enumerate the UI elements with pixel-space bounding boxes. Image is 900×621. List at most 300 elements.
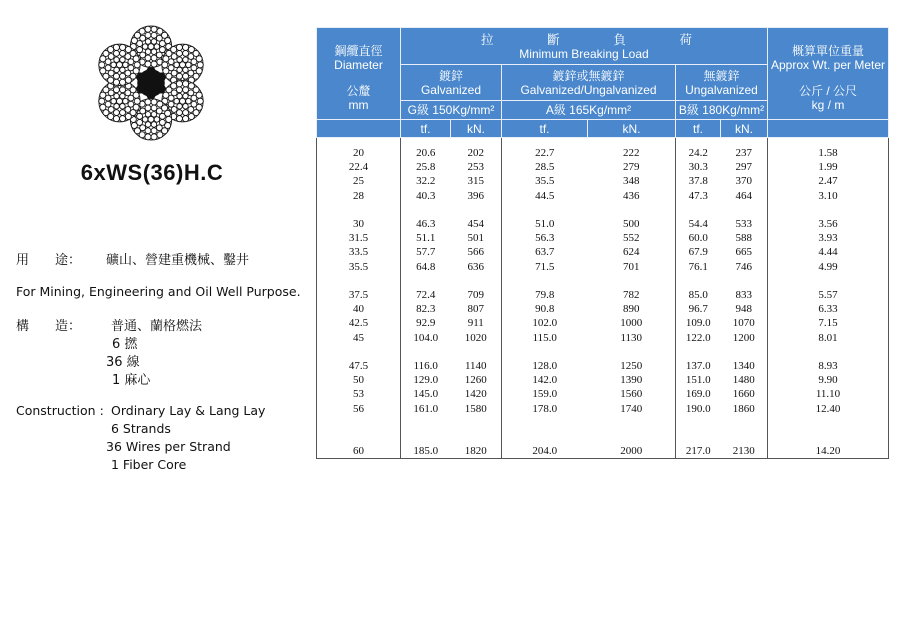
unit-a-tf: tf.	[502, 120, 588, 138]
table-cell: 1560	[620, 388, 643, 401]
table-cell: 51.1	[416, 232, 436, 245]
table-cell: 12.40	[815, 402, 841, 415]
table-cell: 37.5	[348, 289, 369, 301]
table-cell: 25.8	[416, 161, 436, 174]
grade-g: G級 150Kg/mm²	[401, 101, 502, 120]
table-cell: 57.7	[416, 246, 436, 259]
table-cell: 42.5	[348, 317, 369, 330]
table-cell: 30	[353, 218, 364, 230]
unit-b-tf: tf.	[676, 120, 721, 138]
table-cell: 56.3	[535, 232, 555, 245]
table-cell: 104.0	[413, 331, 439, 344]
table-cell: 96.7	[688, 303, 708, 316]
table-cell: 464	[735, 189, 752, 202]
table-cell: 54.4	[688, 218, 708, 230]
group-spacer	[502, 345, 588, 359]
grade-b: B級 180Kg/mm²	[676, 101, 768, 120]
wire	[145, 99, 151, 105]
table-cell: 92.9	[416, 317, 436, 330]
table-cell: 807	[467, 303, 484, 316]
group-spacer	[676, 416, 721, 430]
construction-line-zh: 6 撚	[112, 337, 138, 352]
table-cell: 79.8	[535, 289, 555, 301]
wire	[162, 62, 168, 68]
table-cell: 782	[623, 289, 640, 301]
mixed-header-en: Galvanized/Ungalvanized	[520, 82, 657, 97]
table-cell: 20.6	[416, 147, 436, 159]
galvanized-header-zh: 鍍鋅	[438, 68, 463, 83]
wire	[154, 117, 160, 123]
table-cell: 1660	[732, 388, 755, 401]
table-cell: 151.0	[685, 374, 711, 387]
wire	[123, 98, 129, 104]
wire	[145, 122, 151, 128]
group-spacer	[317, 203, 400, 217]
group-spacer	[317, 430, 400, 444]
construction-label-en: Construction :	[16, 403, 104, 418]
wire	[197, 62, 203, 68]
table-cell: 833	[735, 289, 752, 301]
wire	[139, 28, 145, 34]
wire	[186, 62, 192, 68]
table-cell: 8.93	[818, 360, 838, 372]
table-cell: 90.8	[535, 303, 555, 316]
wire	[151, 26, 157, 32]
wire	[120, 67, 126, 73]
table-cell: 237	[735, 147, 752, 159]
wire	[165, 38, 171, 44]
wire	[151, 122, 157, 128]
wire	[120, 44, 126, 50]
wire	[151, 61, 157, 67]
wire	[174, 98, 180, 104]
table-cell: 533	[735, 218, 752, 230]
table-cell: 1140	[464, 360, 487, 372]
table-cell: 28.5	[535, 161, 555, 174]
table-cell: 636	[467, 260, 484, 273]
table-cell: 161.0	[413, 402, 439, 415]
wire	[114, 67, 120, 73]
mixed-header-zh: 鍍鋅或無鍍鋅	[552, 68, 625, 83]
fiber-core	[137, 69, 165, 97]
wire	[145, 112, 151, 118]
group-spacer	[317, 274, 400, 288]
wire	[151, 134, 157, 140]
table-cell: 701	[623, 260, 640, 273]
wire	[100, 104, 106, 110]
group-spacer	[451, 274, 502, 288]
table-cell: 1.99	[818, 161, 838, 174]
col-a-kn	[588, 138, 676, 459]
wire	[183, 104, 189, 110]
wire	[113, 44, 119, 50]
wire	[120, 79, 126, 85]
wire	[183, 73, 189, 79]
wire	[176, 81, 182, 87]
table-cell: 1130	[620, 331, 643, 344]
wire	[183, 93, 189, 99]
wire	[177, 87, 183, 93]
wire	[183, 110, 189, 116]
wire-rope-cross-section-icon	[92, 24, 210, 142]
wire	[120, 93, 126, 99]
table-cell: 35.5	[535, 175, 555, 188]
weight-unit-zh: 公斤 / 公尺	[798, 84, 857, 98]
wire	[145, 61, 151, 67]
group-spacer	[721, 203, 768, 217]
wire	[145, 49, 151, 55]
table-cell: 28	[353, 189, 364, 202]
wire	[177, 93, 183, 99]
table-cell: 396	[467, 189, 484, 202]
table-cell: 64.8	[416, 260, 436, 273]
table-cell: 11.10	[815, 388, 841, 401]
table-cell: 76.1	[688, 260, 708, 273]
group-spacer	[768, 203, 888, 217]
construction-label-zh: 構 造：	[16, 319, 82, 334]
wire	[183, 116, 189, 122]
table-cell: 1580	[464, 402, 487, 415]
table-cell: 204.0	[532, 445, 558, 458]
construction-line-zh: 普通、蘭格燃法	[111, 319, 203, 334]
wire	[120, 116, 126, 122]
table-cell: 1260	[464, 374, 487, 387]
table-cell: 3.10	[818, 189, 838, 202]
table-cell: 32.2	[416, 175, 436, 188]
group-spacer	[768, 416, 888, 430]
diameter-header-en: Diameter	[334, 58, 383, 72]
group-spacer	[768, 430, 888, 444]
table-cell: 2000	[620, 445, 643, 458]
group-spacer	[317, 416, 400, 430]
weight-header-en: Approx Wt. per Meter	[770, 58, 886, 72]
table-cell: 217.0	[685, 445, 711, 458]
construction-line-en: 6 Strands	[111, 421, 171, 436]
table-cell: 109.0	[685, 317, 711, 330]
usage-label-zh: 用 途：	[16, 253, 82, 268]
wire	[151, 112, 157, 118]
table-cell: 2130	[732, 445, 755, 458]
ungalvanized-header	[676, 65, 768, 101]
wire	[145, 32, 151, 38]
table-cell: 297	[735, 161, 752, 174]
table-cell: 33.5	[348, 246, 369, 259]
unit-a-kn: kN.	[588, 120, 676, 138]
weight-unit-en: kg / m	[811, 98, 845, 112]
table-cell: 8.01	[818, 331, 838, 344]
wire	[154, 44, 160, 50]
table-cell: 22.4	[348, 161, 369, 174]
wire	[196, 56, 202, 62]
table-cell: 948	[735, 303, 752, 316]
table-cell: 142.0	[532, 374, 558, 387]
group-spacer	[768, 274, 888, 288]
wire	[131, 122, 137, 128]
construction-line-en: 36 Wires per Strand	[106, 439, 231, 454]
wire	[123, 62, 129, 68]
group-spacer	[451, 430, 502, 444]
group-spacer	[588, 345, 676, 359]
wire	[113, 50, 119, 56]
table-cell: 279	[623, 161, 640, 174]
table-cell: 1390	[620, 374, 643, 387]
diameter-unit-zh: 公釐	[346, 84, 371, 98]
diameter-unit-en: mm	[348, 98, 369, 112]
wire	[197, 98, 203, 104]
wire	[177, 50, 183, 56]
group-spacer	[721, 345, 768, 359]
wire	[151, 99, 157, 105]
wire	[183, 44, 189, 50]
unit-blank	[317, 120, 401, 138]
group-spacer	[502, 430, 588, 444]
wire	[145, 105, 151, 111]
wire	[145, 39, 151, 45]
table-cell: 7.15	[818, 317, 838, 330]
group-spacer	[401, 274, 451, 288]
table-cell: 1860	[732, 402, 755, 415]
wire	[114, 57, 120, 63]
table-cell: 122.0	[685, 331, 711, 344]
mbl-header-zh	[401, 33, 767, 47]
wire	[111, 98, 117, 104]
wire	[151, 39, 157, 45]
mixed-header	[502, 65, 676, 101]
group-spacer	[401, 203, 451, 217]
table-cell: 624	[623, 246, 640, 259]
wire	[133, 56, 139, 62]
table-cell: 145.0	[413, 388, 439, 401]
unit-b-kn: kN.	[721, 120, 768, 138]
col-g-tf	[401, 138, 451, 459]
wire	[177, 57, 183, 63]
table-cell: 1070	[732, 317, 755, 330]
wire	[142, 44, 148, 50]
table-cell: 72.4	[416, 289, 436, 301]
col-diameter	[317, 138, 401, 459]
grade-a: A級 165Kg/mm²	[502, 101, 676, 120]
wire	[166, 116, 172, 122]
wire	[113, 87, 119, 93]
group-spacer	[401, 416, 451, 430]
group-spacer	[721, 416, 768, 430]
wire	[145, 26, 151, 32]
col-g-kn	[451, 138, 502, 459]
table-cell: 115.0	[532, 331, 557, 344]
table-cell: 746	[735, 260, 752, 273]
table-cell: 222	[623, 147, 640, 159]
product-title: 6xWS(36)H.C	[80, 160, 224, 185]
mbl-char: 拉	[481, 33, 494, 47]
table-cell: 51.0	[535, 218, 555, 230]
unit-g-tf: tf.	[401, 120, 451, 138]
table-cell: 31.5	[348, 232, 369, 245]
table-cell: 56	[353, 402, 364, 415]
wire	[163, 68, 169, 74]
wire	[134, 62, 140, 68]
galvanized-header-en: Galvanized	[420, 82, 482, 97]
table-cell: 82.3	[416, 303, 436, 316]
wire	[134, 98, 140, 104]
table-cell: 454	[467, 218, 484, 230]
table-cell: 4.99	[818, 260, 838, 273]
table-cell: 190.0	[685, 402, 711, 415]
wire	[151, 128, 157, 134]
table-cell: 500	[623, 218, 640, 230]
construction-line-zh: 36 線	[106, 355, 140, 370]
group-spacer	[451, 203, 502, 217]
table-cell: 37.8	[688, 175, 708, 188]
mbl-char: 荷	[679, 33, 692, 47]
table-cell: 566	[467, 246, 484, 259]
table-cell: 2.47	[818, 175, 838, 188]
table-cell: 1000	[620, 317, 643, 330]
table-cell: 1250	[620, 360, 643, 372]
group-spacer	[401, 345, 451, 359]
table-cell: 315	[467, 175, 484, 188]
wire	[176, 116, 182, 122]
table-cell: 552	[623, 232, 640, 245]
construction-line-en: Ordinary Lay & Lang Lay	[111, 403, 266, 418]
usage-value-en: For Mining, Engineering and Oil Well Purpose.	[16, 284, 301, 299]
wire	[177, 67, 183, 73]
ungalvanized-header-en: Ungalvanized	[685, 82, 758, 97]
wire	[125, 113, 131, 119]
table-cell: 50	[353, 374, 364, 387]
table-cell: 45	[353, 331, 364, 344]
group-spacer	[401, 430, 451, 444]
usage-value-zh: 礦山、營建重機械、鑿井	[106, 253, 250, 268]
unit-g-kn: kN.	[451, 120, 502, 138]
table-cell: 47.3	[688, 189, 708, 202]
wire	[183, 81, 189, 87]
table-cell: 911	[467, 317, 484, 330]
wire	[171, 46, 177, 52]
table-cell: 53	[353, 388, 364, 401]
table-cell: 4.44	[818, 246, 838, 259]
table-cell: 348	[623, 175, 640, 188]
table-cell: 1200	[732, 331, 755, 344]
wire	[165, 110, 171, 116]
table-cell: 185.0	[413, 445, 439, 458]
wire	[114, 93, 120, 99]
table-cell: 30.3	[688, 161, 708, 174]
mbl-char: 負	[613, 33, 626, 47]
table-cell: 588	[735, 232, 752, 245]
group-spacer	[676, 203, 721, 217]
weight-header	[768, 28, 889, 120]
wire	[145, 134, 151, 140]
wire	[177, 104, 183, 110]
col-a-tf	[502, 138, 588, 459]
table-cell: 202	[467, 147, 484, 159]
group-spacer	[588, 274, 676, 288]
table-cell: 47.5	[348, 360, 369, 372]
table-cell: 102.0	[532, 317, 558, 330]
table-cell: 890	[623, 303, 640, 316]
table-cell: 1480	[732, 374, 755, 387]
wire	[113, 116, 119, 122]
construction-line-zh: 1 麻心	[112, 373, 151, 388]
table-cell: 1.58	[818, 147, 838, 159]
table-cell: 46.3	[416, 218, 436, 230]
table-cell: 436	[623, 189, 640, 202]
construction-zh	[16, 318, 202, 390]
table-cell: 1020	[464, 331, 487, 344]
wire	[171, 83, 177, 89]
table-cell: 63.7	[535, 246, 555, 259]
table-cell: 1820	[464, 445, 487, 458]
table-cell: 253	[467, 161, 484, 174]
table-cell: 60.0	[688, 232, 708, 245]
table-cell: 1740	[620, 402, 643, 415]
table-cell: 116.0	[413, 360, 438, 372]
group-spacer	[502, 416, 588, 430]
table-cell: 370	[735, 175, 752, 188]
table-cell: 60	[353, 445, 364, 458]
group-spacer	[588, 416, 676, 430]
table-cell: 159.0	[532, 388, 558, 401]
table-cell: 501	[467, 232, 484, 245]
table-cell: 5.57	[818, 289, 838, 301]
group-spacer	[768, 345, 888, 359]
group-spacer	[451, 416, 502, 430]
table-cell: 6.33	[818, 303, 838, 316]
table-cell: 44.5	[535, 189, 555, 202]
wire	[176, 44, 182, 50]
group-spacer	[502, 274, 588, 288]
table-cell: 137.0	[685, 360, 711, 372]
wire	[174, 62, 180, 68]
wire	[120, 104, 126, 110]
product-info-panel	[0, 0, 315, 621]
mbl-header	[401, 28, 768, 65]
table-cell: 169.0	[685, 388, 711, 401]
wire	[188, 113, 194, 119]
wire	[151, 55, 157, 61]
diameter-header	[317, 28, 401, 120]
wire	[151, 49, 157, 55]
mbl-header-en: Minimum Breaking Load	[519, 47, 649, 61]
construction-en	[16, 402, 265, 474]
wire	[120, 73, 126, 79]
wire	[111, 62, 117, 68]
group-spacer	[676, 345, 721, 359]
ungalvanized-header-zh: 無鍍鋅	[703, 68, 740, 83]
construction-line-en: 1 Fiber Core	[111, 457, 187, 472]
wire	[133, 92, 139, 98]
group-spacer	[588, 203, 676, 217]
table-cell: 1340	[732, 360, 755, 372]
wire	[157, 132, 163, 138]
wire	[120, 57, 126, 63]
wire	[114, 104, 120, 110]
group-spacer	[317, 345, 400, 359]
table-cell: 129.0	[413, 374, 439, 387]
table-cell: 3.93	[818, 232, 838, 245]
wire	[99, 98, 105, 104]
table-cell: 1420	[464, 388, 487, 401]
galvanized-header	[401, 65, 502, 101]
table-cell: 128.0	[532, 360, 558, 372]
table-cell: 24.2	[688, 147, 708, 159]
group-spacer	[502, 203, 588, 217]
col-b-kn	[721, 138, 768, 459]
table-cell: 665	[735, 246, 752, 259]
wire	[120, 110, 126, 116]
mbl-char: 斷	[547, 33, 560, 47]
table-cell: 9.90	[818, 374, 838, 387]
